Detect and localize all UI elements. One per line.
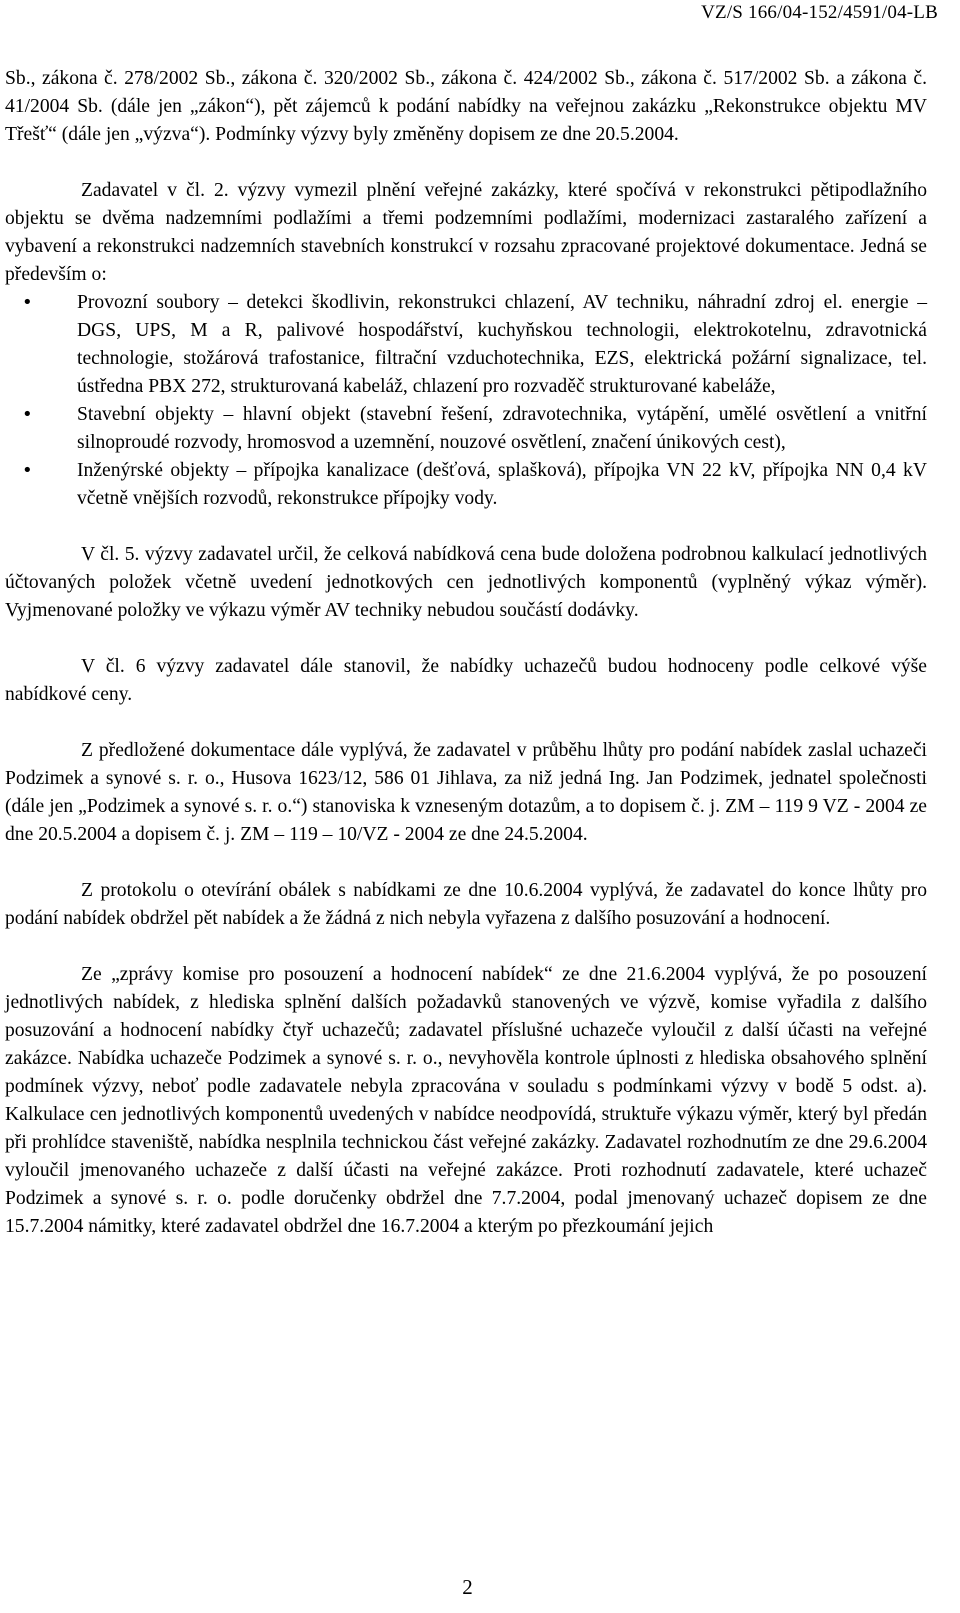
paragraph-article-6: V čl. 6 výzvy zadavatel dále stanovil, že nabídky uchazečů budou hodnoceny podle celkové výše nabídkové ceny. xyxy=(5,656,927,705)
paragraph-opening-protocol: Z protokolu o otevírání obálek s nabídkami ze dne 10.6.2004 vyplývá, že zadavatel do konce lhůty pro podání nabídek obdržel pět nabídek a že žádná z nich nebyla vyřazena z dalšího posuzování a hodnocení. xyxy=(5,880,927,929)
paragraph-commission-report: Ze „zprávy komise pro posouzení a hodnocení nabídek“ ze dne 21.6.2004 vyplývá, že po posouzení jednotlivých nabídek, z hlediska splnění dalších požadavků stanovených ve výzvě, komise vyřadila z dalšího posuzování a hodnocení nabídky čtyř uchazečů; zadavatel příslušné uchazeče vyloučil z další účasti na veřejné zakázce. Nabídka uchazeče Podzimek a synové s. r. o., nevyhověla kontrole úplnosti z hlediska obsahového splnění podmínek výzvy, neboť podle zadavatele nebyla zpracována v souladu s podmínkami výzvy v bodě 5 odst. a). Kalkulace cen jednotlivých komponentů uvedených v nabídce neodpovídá, struktuře výkazu výměr, který byl předán při prohlídce staveniště, nabídka nesplnila technickou část veřejné zakázky. Zadavatel rozhodnutím ze dne 29.6.2004 vyloučil jmenovaného uchazeče z další účasti na veřejné zakázce. Proti rozhodnutí zadavatele, které uchazeč Podzimek a synové s. r. o. podle doručenky obdržel dne 7.7.2004, podal jmenovaný uchazeč dopisem ze dne 15.7.2004 námitky, které zadavatel obdržel dne 16.7.2004 a kterým po přezkoumání jejich xyxy=(5,964,927,1237)
paragraph-documentation: Z předložené dokumentace dále vyplývá, že zadavatel v průběhu lhůty pro podání nabídek zaslal uchazeči Podzimek a synové s. r. o., Husova 1623/12, 586 01 Jihlava, za niž jedná Ing. Jan Podzimek, jednatel společnosti (dále jen „Podzimek a synové s. r. o.“) stanoviska k vzneseným dotazům, a to dopisem č. j. ZM – 119 9 VZ - 2004 ze dne 20.5.2004 a dopisem č. j. ZM – 119 – 10/VZ - 2004 ze dne 24.5.2004. xyxy=(5,740,927,845)
page-number: 2 xyxy=(462,1575,473,1599)
document-body xyxy=(5,65,927,1241)
list-item: • Inženýrské objekty – přípojka kanalizace (dešťová, splašková), přípojka VN 22 kV, přípojka NN 0,4 kV včetně vnějších rozvodů, rekonstrukce přípojky vody. xyxy=(5,457,927,513)
list-item: • Stavební objekty – hlavní objekt (stavební řešení, zdravotechnika, vytápění, umělé osvětlení a vnitřní silnoproudé rozvody, hromosvod a uzemnění, nouzové osvětlení, značení únikových cest), xyxy=(5,401,927,457)
document-reference: VZ/S 166/04-152/4591/04-LB xyxy=(701,2,938,23)
scope-list xyxy=(5,289,927,513)
paragraph-article-5: V čl. 5. výzvy zadavatel určil, že celková nabídková cena bude doložena podrobnou kalkulací jednotlivých účtovaných položek včetně uvedení jednotkových cen jednotlivých komponentů (vyplněný výkaz výměr). Vyjmenované položky ve výkazu výměr AV techniky nebudou součástí dodávky. xyxy=(5,544,927,621)
paragraph-scope: Zadavatel v čl. 2. výzvy vymezil plnění veřejné zakázky, které spočívá v rekonstrukci pětipodlažního objektu se dvěma nadzemními podlažími a třemi podzemními podlažími, modernizaci zastaralého zařízení a vybavení a rekonstrukci nadzemních stavebních konstrukcí v rozsahu zpracované projektové dokumentace. Jedná se především o: xyxy=(5,180,927,285)
list-item: • Provozní soubory – detekci škodlivin, rekonstrukci chlazení, AV techniku, náhradní zdroj el. energie – DGS, UPS, M a R, palivové hospodářství, kuchyňskou technologii, elektrokotelnu, zdravotnická technologie, stožárová trafostanice, filtrační vzduchotechnika, EZS, elektrická požární signalizace, tel. ústředna PBX 272, strukturovaná kabeláž, chlazení pro rozvaděč strukturované kabeláže, xyxy=(5,289,927,401)
paragraph-intro-continued: Sb., zákona č. 278/2002 Sb., zákona č. 320/2002 Sb., zákona č. 424/2002 Sb., zákona č. 517/2002 Sb. a zákona č. 41/2004 Sb. (dále jen „zákon“), pět zájemců k podání nabídky na veřejnou zakázku „Rekonstrukce objektu MV Třešť“ (dále jen „výzva“). Podmínky výzvy byly změněny dopisem ze dne 20.5.2004. xyxy=(5,68,927,145)
